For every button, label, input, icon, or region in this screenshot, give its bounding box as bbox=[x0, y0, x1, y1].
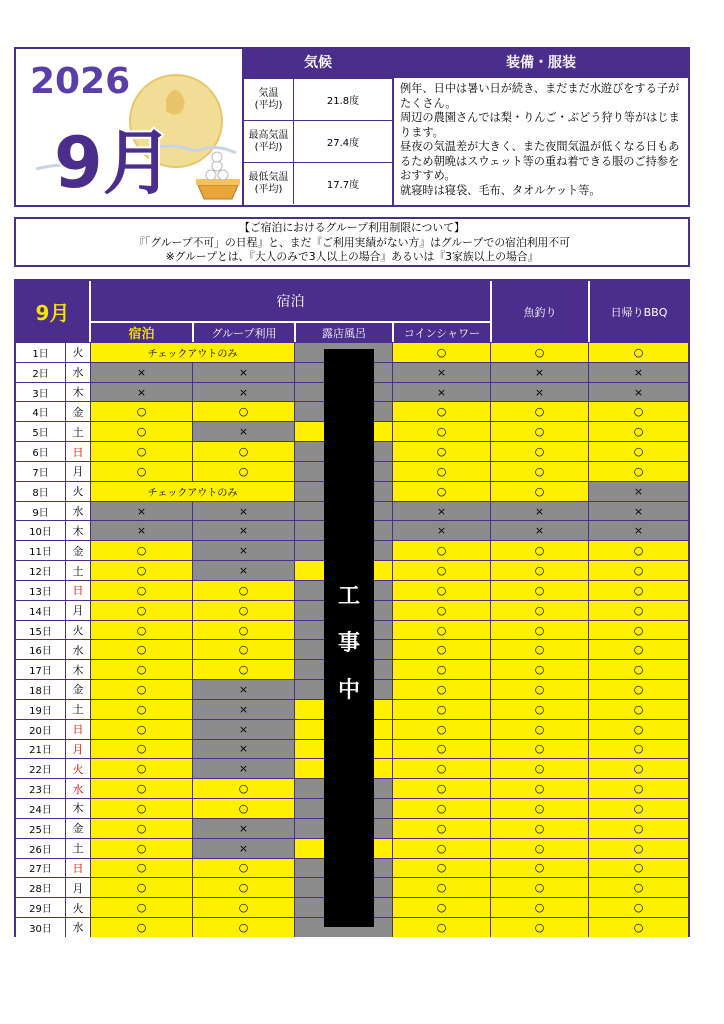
coin-shower-cell: ○ bbox=[393, 740, 491, 759]
bbq-cell: ○ bbox=[589, 720, 688, 739]
month-logo bbox=[16, 49, 244, 205]
weekday: 土 bbox=[66, 561, 91, 580]
weather-value: 21.8度 bbox=[326, 96, 360, 107]
fishing-cell: ○ bbox=[491, 482, 589, 501]
gear-line: 昼夜の気温差が大きく、また夜間気温が低くなる日もあるため朝晩はスウェット等の重ね着できる服のご持参をおすすめ。 bbox=[400, 140, 680, 182]
stay-cell: ○ bbox=[91, 462, 193, 481]
weather-title: 気候 bbox=[244, 49, 392, 78]
bbq-cell: ○ bbox=[589, 640, 688, 659]
gear-panel bbox=[394, 49, 688, 205]
fishing-cell: ○ bbox=[491, 700, 589, 719]
coin-shower-cell: ○ bbox=[393, 898, 491, 917]
group-cell: ○ bbox=[193, 898, 295, 917]
group-cell: ○ bbox=[193, 402, 295, 421]
col-header-fishing: 魚釣り bbox=[492, 281, 589, 342]
group-cell: × bbox=[193, 363, 295, 382]
day-number: 4日 bbox=[16, 402, 66, 421]
day-number: 28日 bbox=[16, 878, 66, 897]
stay-cell: ○ bbox=[91, 640, 193, 659]
stay-cell: × bbox=[91, 383, 193, 402]
stay-cell: ○ bbox=[91, 660, 193, 679]
stay-cell: × bbox=[91, 502, 193, 521]
construction-banner bbox=[324, 349, 374, 927]
weather-row-avg bbox=[244, 78, 392, 120]
weather-label: 最低気温 (平均) bbox=[244, 163, 294, 204]
group-cell: ○ bbox=[193, 621, 295, 640]
weekday: 木 bbox=[66, 660, 91, 679]
coin-shower-cell: ○ bbox=[393, 343, 491, 362]
weekday: 火 bbox=[66, 759, 91, 778]
coin-shower-cell: ○ bbox=[393, 601, 491, 620]
group-cell: × bbox=[193, 759, 295, 778]
group-cell: ○ bbox=[193, 660, 295, 679]
gear-title: 装備・服装 bbox=[394, 49, 688, 78]
stay-cell: ○ bbox=[91, 700, 193, 719]
bbq-cell: ○ bbox=[589, 621, 688, 640]
fishing-cell: ○ bbox=[491, 621, 589, 640]
weekday: 日 bbox=[66, 442, 91, 461]
bbq-cell: ○ bbox=[589, 541, 688, 560]
weekday: 月 bbox=[66, 878, 91, 897]
bbq-cell: × bbox=[589, 363, 688, 382]
fishing-cell: ○ bbox=[491, 402, 589, 421]
stay-cell: ○ bbox=[91, 918, 193, 937]
weekday: 火 bbox=[66, 482, 91, 501]
weekday: 金 bbox=[66, 402, 91, 421]
day-number: 9日 bbox=[16, 502, 66, 521]
fishing-cell: ○ bbox=[491, 601, 589, 620]
day-number: 2日 bbox=[16, 363, 66, 382]
weekday: 火 bbox=[66, 343, 91, 362]
group-cell: ○ bbox=[193, 462, 295, 481]
group-cell: × bbox=[193, 740, 295, 759]
weather-value: 17.7度 bbox=[326, 180, 360, 191]
group-cell: ○ bbox=[193, 799, 295, 818]
group-cell: × bbox=[193, 541, 295, 560]
bbq-cell: ○ bbox=[589, 680, 688, 699]
bbq-cell: ○ bbox=[589, 799, 688, 818]
coin-shower-cell: ○ bbox=[393, 700, 491, 719]
fishing-cell: ○ bbox=[491, 561, 589, 580]
stay-cell: ○ bbox=[91, 422, 193, 441]
coin-shower-cell: ○ bbox=[393, 561, 491, 580]
coin-shower-cell: ○ bbox=[393, 621, 491, 640]
weather-row-max bbox=[244, 120, 392, 162]
stay-cell: × bbox=[91, 363, 193, 382]
day-number: 10日 bbox=[16, 521, 66, 540]
stay-cell: ○ bbox=[91, 402, 193, 421]
day-number: 8日 bbox=[16, 482, 66, 501]
moon-viewing-illustration bbox=[16, 49, 244, 205]
day-number: 26日 bbox=[16, 839, 66, 858]
weekday: 月 bbox=[66, 462, 91, 481]
stay-cell: ○ bbox=[91, 601, 193, 620]
weekday: 金 bbox=[66, 541, 91, 560]
coin-shower-cell: ○ bbox=[393, 819, 491, 838]
stay-cell: ○ bbox=[91, 442, 193, 461]
weekday: 金 bbox=[66, 819, 91, 838]
group-notice bbox=[14, 217, 690, 267]
group-cell: ○ bbox=[193, 640, 295, 659]
day-number: 29日 bbox=[16, 898, 66, 917]
group-cell: ○ bbox=[193, 779, 295, 798]
gear-line: 就寝時は寝袋、毛布、タオルケット等。 bbox=[400, 183, 601, 197]
fishing-cell: × bbox=[491, 521, 589, 540]
stay-cell: ○ bbox=[91, 561, 193, 580]
bbq-cell: ○ bbox=[589, 700, 688, 719]
coin-shower-cell: ○ bbox=[393, 541, 491, 560]
day-number: 11日 bbox=[16, 541, 66, 560]
bbq-cell: ○ bbox=[589, 878, 688, 897]
day-number: 20日 bbox=[16, 720, 66, 739]
weekday: 水 bbox=[66, 779, 91, 798]
col-header-bath: 露店風呂 bbox=[296, 323, 393, 342]
bbq-cell: × bbox=[589, 521, 688, 540]
bbq-cell: ○ bbox=[589, 918, 688, 937]
group-cell: × bbox=[193, 521, 295, 540]
stay-cell: ○ bbox=[91, 839, 193, 858]
bbq-cell: ○ bbox=[589, 442, 688, 461]
weekday: 水 bbox=[66, 363, 91, 382]
fishing-cell: ○ bbox=[491, 878, 589, 897]
fishing-cell: ○ bbox=[491, 898, 589, 917]
stay-cell: ○ bbox=[91, 541, 193, 560]
checkout-only-cell: チェックアウトのみ bbox=[91, 482, 295, 501]
day-number: 1日 bbox=[16, 343, 66, 362]
bbq-cell: ○ bbox=[589, 859, 688, 878]
weekday: 日 bbox=[66, 720, 91, 739]
coin-shower-cell: ○ bbox=[393, 918, 491, 937]
bbq-cell: ○ bbox=[589, 898, 688, 917]
fishing-cell: ○ bbox=[491, 819, 589, 838]
group-cell: × bbox=[193, 422, 295, 441]
fishing-cell: ○ bbox=[491, 660, 589, 679]
bbq-cell: ○ bbox=[589, 343, 688, 362]
coin-shower-cell: × bbox=[393, 502, 491, 521]
coin-shower-cell: ○ bbox=[393, 720, 491, 739]
gear-line: 周辺の農園さんでは梨・りんご・ぶどう狩り等がはじまります。 bbox=[400, 111, 680, 139]
day-number: 21日 bbox=[16, 740, 66, 759]
coin-shower-cell: ○ bbox=[393, 402, 491, 421]
day-number: 12日 bbox=[16, 561, 66, 580]
bbq-cell: ○ bbox=[589, 759, 688, 778]
weekday: 木 bbox=[66, 383, 91, 402]
construction-char: 工 bbox=[337, 584, 360, 609]
fishing-cell: ○ bbox=[491, 680, 589, 699]
group-cell: ○ bbox=[193, 442, 295, 461]
bbq-cell: ○ bbox=[589, 561, 688, 580]
fishing-cell: ○ bbox=[491, 343, 589, 362]
stay-cell: ○ bbox=[91, 680, 193, 699]
coin-shower-cell: ○ bbox=[393, 422, 491, 441]
day-number: 5日 bbox=[16, 422, 66, 441]
stay-cell: ○ bbox=[91, 740, 193, 759]
stay-cell: × bbox=[91, 521, 193, 540]
bbq-cell: ○ bbox=[589, 422, 688, 441]
day-number: 13日 bbox=[16, 581, 66, 600]
weekday: 土 bbox=[66, 700, 91, 719]
fishing-cell: ○ bbox=[491, 799, 589, 818]
group-cell: ○ bbox=[193, 878, 295, 897]
coin-shower-cell: ○ bbox=[393, 442, 491, 461]
day-number: 30日 bbox=[16, 918, 66, 937]
day-number: 3日 bbox=[16, 383, 66, 402]
day-number: 23日 bbox=[16, 779, 66, 798]
notice-line: 『「グループ不可」の日程』と、まだ『ご利用実績がない方』はグループでの宿泊利用不可 bbox=[134, 235, 570, 249]
calendar-month-label: 9月 bbox=[16, 281, 90, 342]
col-header-coin-shower: コインシャワー bbox=[394, 323, 491, 342]
weekday: 土 bbox=[66, 422, 91, 441]
coin-shower-cell: ○ bbox=[393, 581, 491, 600]
weekday: 火 bbox=[66, 898, 91, 917]
coin-shower-cell: ○ bbox=[393, 759, 491, 778]
weekday: 火 bbox=[66, 621, 91, 640]
day-number: 14日 bbox=[16, 601, 66, 620]
group-cell: × bbox=[193, 383, 295, 402]
coin-shower-cell: ○ bbox=[393, 839, 491, 858]
day-number: 7日 bbox=[16, 462, 66, 481]
bbq-cell: ○ bbox=[589, 839, 688, 858]
bbq-cell: ○ bbox=[589, 462, 688, 481]
fishing-cell: ○ bbox=[491, 740, 589, 759]
weather-row-min bbox=[244, 162, 392, 204]
coin-shower-cell: ○ bbox=[393, 779, 491, 798]
fishing-cell: ○ bbox=[491, 720, 589, 739]
coin-shower-cell: × bbox=[393, 363, 491, 382]
day-number: 25日 bbox=[16, 819, 66, 838]
stay-group-header: 宿泊 bbox=[91, 281, 491, 322]
gear-text bbox=[394, 78, 688, 202]
stay-cell: ○ bbox=[91, 621, 193, 640]
group-cell: ○ bbox=[193, 581, 295, 600]
day-number: 6日 bbox=[16, 442, 66, 461]
group-cell: × bbox=[193, 819, 295, 838]
bbq-cell: × bbox=[589, 502, 688, 521]
stay-cell: ○ bbox=[91, 759, 193, 778]
day-number: 15日 bbox=[16, 621, 66, 640]
col-header-group: グループ利用 bbox=[194, 323, 295, 342]
header-panel bbox=[14, 47, 690, 207]
weekday: 木 bbox=[66, 799, 91, 818]
group-cell: × bbox=[193, 700, 295, 719]
coin-shower-cell: ○ bbox=[393, 482, 491, 501]
coin-shower-cell: ○ bbox=[393, 680, 491, 699]
weekday: 金 bbox=[66, 680, 91, 699]
fishing-cell: ○ bbox=[491, 779, 589, 798]
day-number: 18日 bbox=[16, 680, 66, 699]
col-header-stay: 宿泊 bbox=[91, 323, 193, 342]
coin-shower-cell: × bbox=[393, 521, 491, 540]
bbq-cell: ○ bbox=[589, 660, 688, 679]
month-big-text: 9月 bbox=[54, 122, 173, 204]
bbq-cell: ○ bbox=[589, 402, 688, 421]
stay-cell: ○ bbox=[91, 819, 193, 838]
fishing-cell: ○ bbox=[491, 462, 589, 481]
fishing-cell: ○ bbox=[491, 640, 589, 659]
availability-calendar bbox=[14, 279, 690, 937]
weekday: 日 bbox=[66, 859, 91, 878]
coin-shower-cell: ○ bbox=[393, 462, 491, 481]
weekday: 水 bbox=[66, 502, 91, 521]
notice-line: ※グループとは、『大人のみで3人以上の場合』あるいは『3家族以上の場合』 bbox=[165, 250, 539, 263]
construction-char: 中 bbox=[337, 678, 360, 703]
fishing-cell: × bbox=[491, 502, 589, 521]
fishing-cell: ○ bbox=[491, 918, 589, 937]
weekday: 木 bbox=[66, 521, 91, 540]
fishing-cell: × bbox=[491, 383, 589, 402]
weekday: 日 bbox=[66, 581, 91, 600]
weather-value: 27.4度 bbox=[326, 138, 360, 149]
stay-cell: ○ bbox=[91, 799, 193, 818]
fishing-cell: ○ bbox=[491, 581, 589, 600]
notice-title: 【ご宿泊におけるグループ利用制限について】 bbox=[239, 221, 465, 234]
group-cell: ○ bbox=[193, 601, 295, 620]
weekday: 土 bbox=[66, 839, 91, 858]
bbq-cell: × bbox=[589, 482, 688, 501]
gear-line: 例年、日中は暑い日が続き、まだまだ水遊びをする子がたくさん。 bbox=[400, 82, 680, 110]
coin-shower-cell: ○ bbox=[393, 640, 491, 659]
group-cell: × bbox=[193, 680, 295, 699]
day-number: 22日 bbox=[16, 759, 66, 778]
stay-cell: ○ bbox=[91, 720, 193, 739]
day-number: 16日 bbox=[16, 640, 66, 659]
bbq-cell: ○ bbox=[589, 601, 688, 620]
day-number: 19日 bbox=[16, 700, 66, 719]
bbq-cell: ○ bbox=[589, 819, 688, 838]
stay-cell: ○ bbox=[91, 859, 193, 878]
weekday: 水 bbox=[66, 918, 91, 937]
weather-label: 最高気温 (平均) bbox=[244, 121, 294, 162]
group-cell: × bbox=[193, 502, 295, 521]
stay-cell: ○ bbox=[91, 898, 193, 917]
weekday: 月 bbox=[66, 740, 91, 759]
fishing-cell: ○ bbox=[491, 839, 589, 858]
stay-cell: ○ bbox=[91, 581, 193, 600]
coin-shower-cell: ○ bbox=[393, 660, 491, 679]
fishing-cell: × bbox=[491, 363, 589, 382]
fishing-cell: ○ bbox=[491, 541, 589, 560]
day-number: 24日 bbox=[16, 799, 66, 818]
group-cell: × bbox=[193, 561, 295, 580]
coin-shower-cell: ○ bbox=[393, 859, 491, 878]
weekday: 月 bbox=[66, 601, 91, 620]
construction-char: 事 bbox=[337, 631, 360, 656]
weather-label: 気温 (平均) bbox=[244, 79, 294, 120]
year-text: 2026 bbox=[30, 61, 131, 102]
fishing-cell: ○ bbox=[491, 759, 589, 778]
bbq-cell: ○ bbox=[589, 581, 688, 600]
bbq-cell: × bbox=[589, 383, 688, 402]
stay-cell: ○ bbox=[91, 878, 193, 897]
fishing-cell: ○ bbox=[491, 442, 589, 461]
coin-shower-cell: ○ bbox=[393, 878, 491, 897]
checkout-only-cell: チェックアウトのみ bbox=[91, 343, 295, 362]
group-cell: ○ bbox=[193, 859, 295, 878]
group-cell: ○ bbox=[193, 918, 295, 937]
coin-shower-cell: ○ bbox=[393, 799, 491, 818]
bbq-cell: ○ bbox=[589, 740, 688, 759]
coin-shower-cell: × bbox=[393, 383, 491, 402]
weekday: 水 bbox=[66, 640, 91, 659]
group-cell: × bbox=[193, 839, 295, 858]
fishing-cell: ○ bbox=[491, 859, 589, 878]
col-header-bbq: 日帰りBBQ bbox=[590, 281, 688, 342]
calendar-header bbox=[16, 281, 688, 342]
stay-cell: ○ bbox=[91, 779, 193, 798]
group-cell: × bbox=[193, 720, 295, 739]
day-number: 27日 bbox=[16, 859, 66, 878]
day-number: 17日 bbox=[16, 660, 66, 679]
fishing-cell: ○ bbox=[491, 422, 589, 441]
weather-panel bbox=[244, 49, 394, 205]
bbq-cell: ○ bbox=[589, 779, 688, 798]
